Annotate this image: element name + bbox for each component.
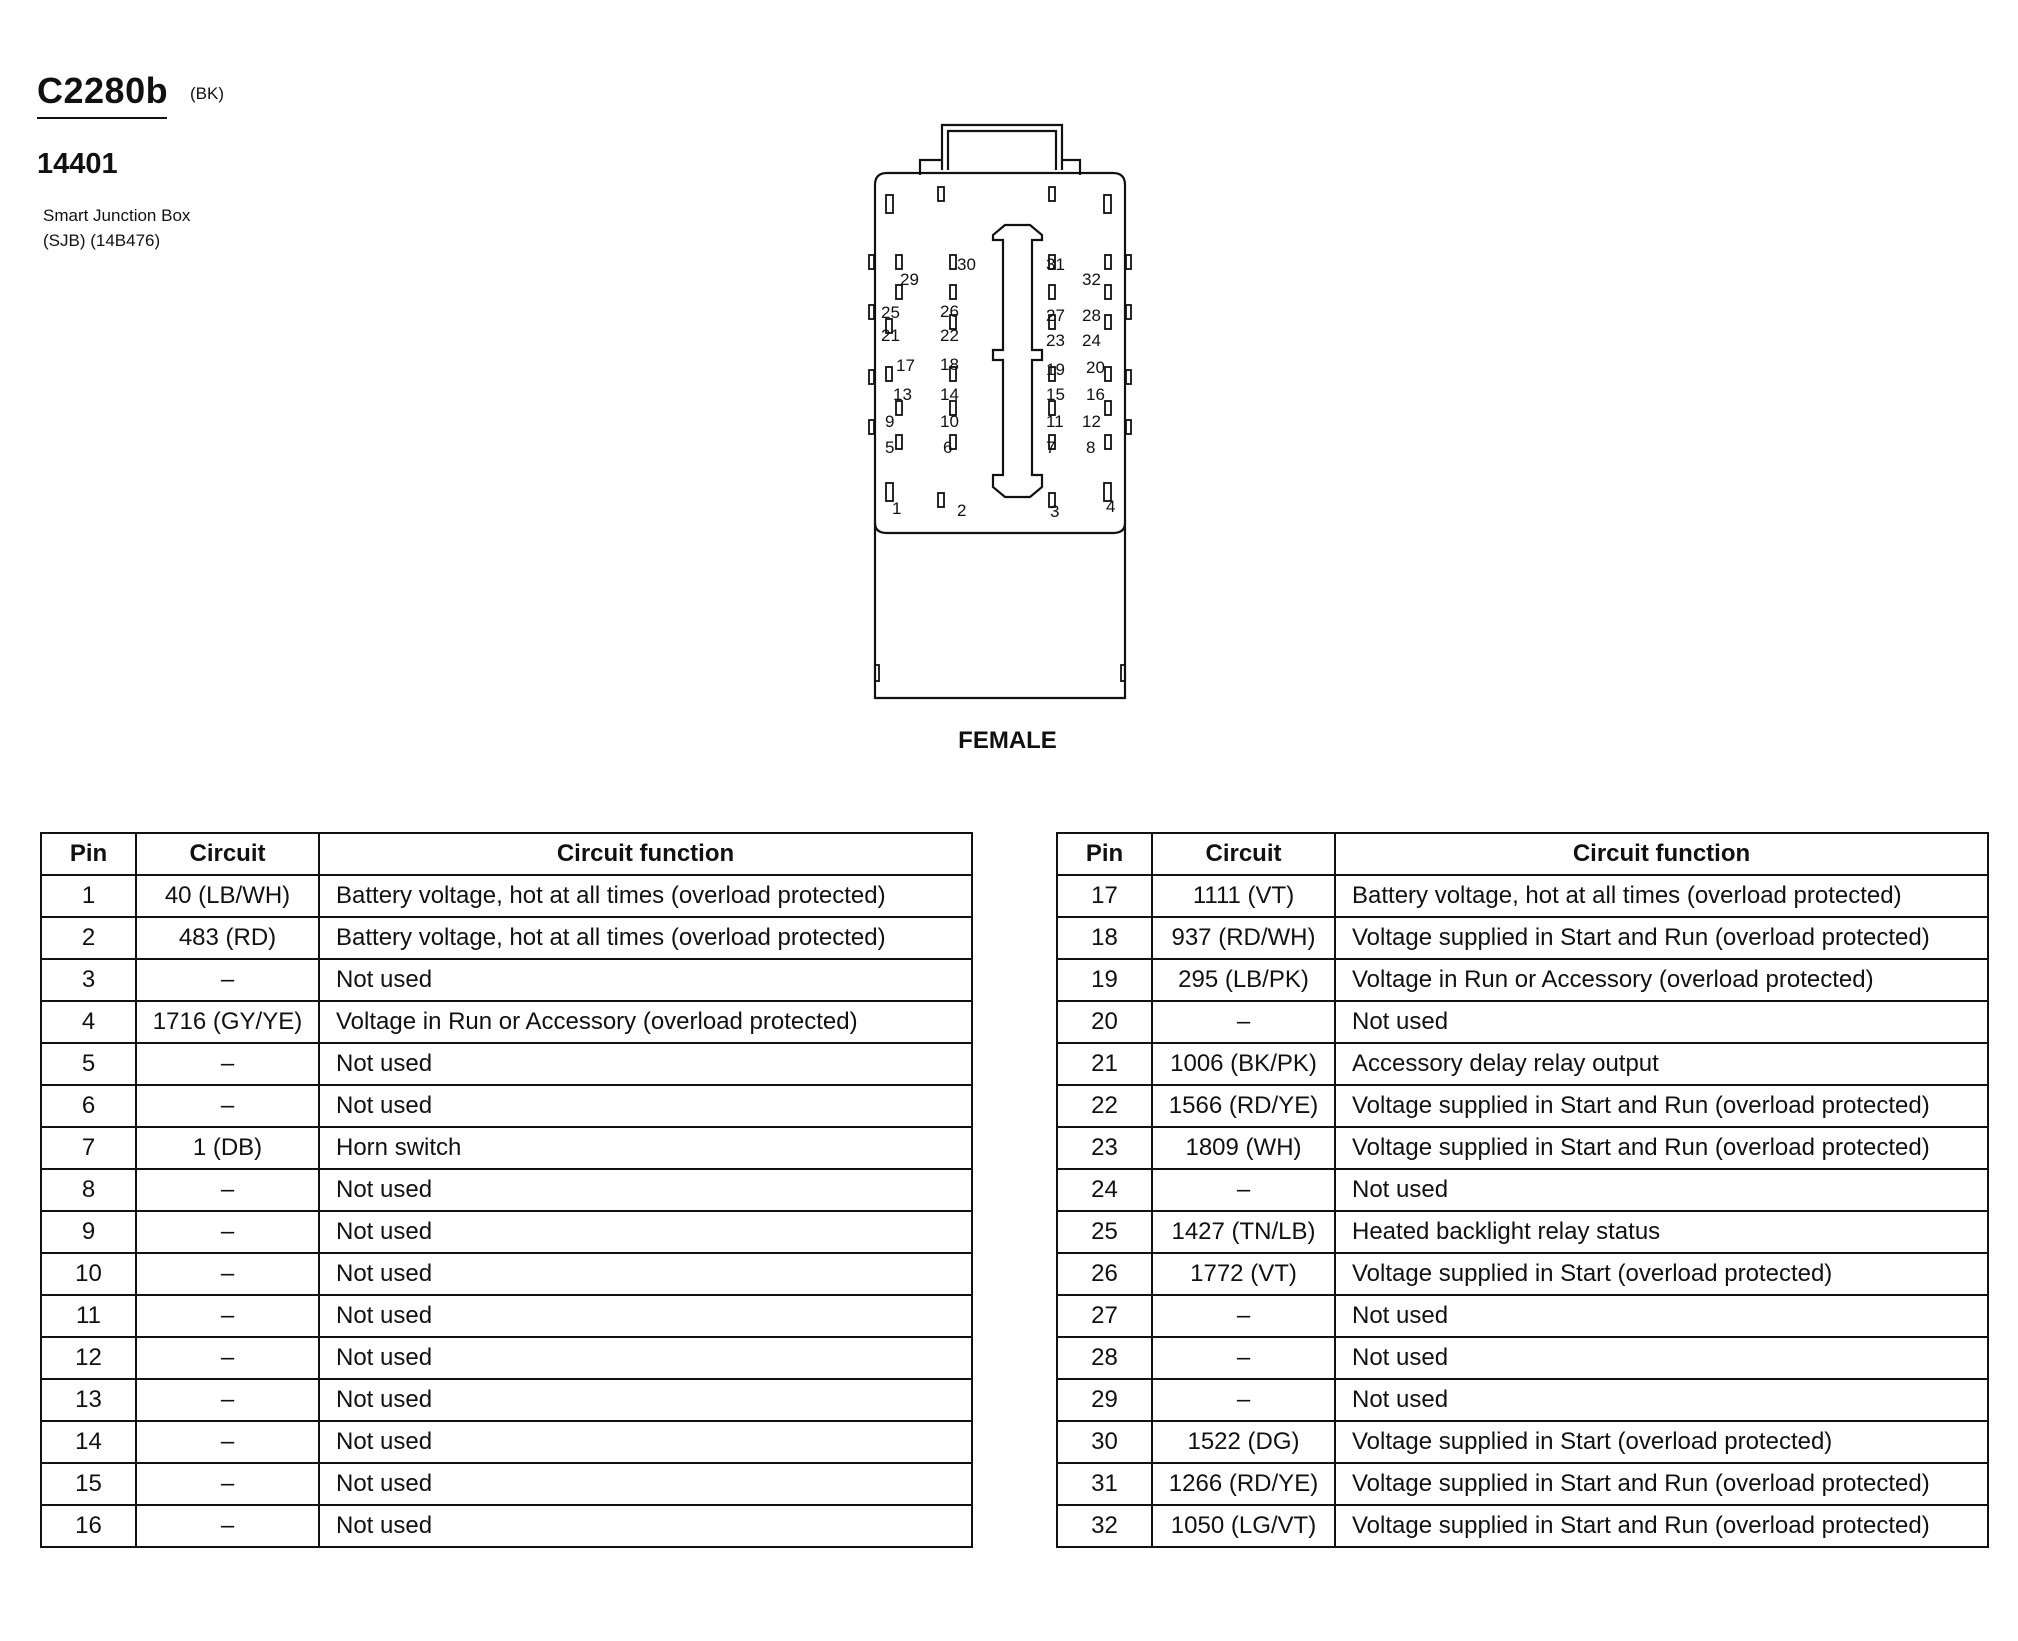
pin-label-25: 25 [881,303,900,322]
table-row [41,1001,972,1043]
title-underline [37,117,167,119]
circuit-cell: 1716 (GY/YE) [136,1001,319,1043]
table-row [1057,1169,1988,1211]
pin-cell: 6 [41,1085,136,1127]
function-cell: Not used [1335,1337,1988,1379]
function-cell: Not used [319,1295,972,1337]
circuit-cell: – [136,1043,319,1085]
function-cell: Not used [319,1169,972,1211]
pin-cell: 10 [41,1253,136,1295]
function-cell: Not used [319,1253,972,1295]
circuit-cell: 1809 (WH) [1152,1127,1335,1169]
pin-label-17: 17 [896,356,915,375]
pin-label-15: 15 [1046,385,1065,404]
pin-label-20: 20 [1086,358,1105,377]
connector-color: (BK) [190,84,224,103]
function-cell: Not used [1335,1295,1988,1337]
function-cell: Not used [319,1043,972,1085]
pin-label-26: 26 [940,302,959,321]
connector-gender-label: FEMALE [958,727,1057,754]
circuit-cell: 1522 (DG) [1152,1421,1335,1463]
pin-cell: 26 [1057,1253,1152,1295]
function-cell: Heated backlight relay status [1335,1211,1988,1253]
pin-cell: 12 [41,1337,136,1379]
table-row [41,1127,972,1169]
circuit-cell: – [136,1337,319,1379]
table-row [1057,1505,1988,1547]
pin-label-29: 29 [900,270,919,289]
function-cell: Not used [319,1085,972,1127]
pin-cell: 25 [1057,1211,1152,1253]
pin-cell: 11 [41,1295,136,1337]
function-cell: Battery voltage, hot at all times (overload protected) [319,875,972,917]
table-row [1057,959,1988,1001]
function-cell: Not used [319,1463,972,1505]
circuit-cell: – [136,1085,319,1127]
pin-cell: 3 [41,959,136,1001]
table-row [1057,1211,1988,1253]
pin-label-1: 1 [892,499,902,518]
table-row [1057,1421,1988,1463]
pin-cell: 16 [41,1505,136,1547]
function-cell: Not used [1335,1169,1988,1211]
table-row [1057,875,1988,917]
circuit-cell: 1566 (RD/YE) [1152,1085,1335,1127]
pin-cell: 8 [41,1169,136,1211]
pin-label-11: 11 [1046,412,1064,431]
function-cell: Not used [1335,1001,1988,1043]
function-cell: Not used [319,1211,972,1253]
pin-label-4: 4 [1106,497,1116,516]
pin-label-16: 16 [1086,385,1105,404]
pin-cell: 1 [41,875,136,917]
table-header-row [41,833,972,875]
circuit-cell: – [1152,1337,1335,1379]
pin-label-32: 32 [1082,270,1101,289]
circuit-cell: – [136,1169,319,1211]
circuit-cell: – [136,959,319,1001]
pin-cell: 5 [41,1043,136,1085]
pin-label-8: 8 [1086,438,1096,457]
function-cell: Not used [319,959,972,1001]
table-row [41,959,972,1001]
function-cell: Voltage supplied in Start and Run (overload protected) [1335,1505,1988,1547]
function-cell: Voltage supplied in Start (overload protected) [1335,1421,1988,1463]
pin-cell: 27 [1057,1295,1152,1337]
table-row [1057,1337,1988,1379]
pin-label-6: 6 [943,438,953,457]
function-cell: Horn switch [319,1127,972,1169]
table-row [41,1337,972,1379]
header-pin: Pin [1057,833,1152,875]
function-cell: Not used [319,1421,972,1463]
header-circuit: Circuit [136,833,319,875]
pin-cell: 31 [1057,1463,1152,1505]
circuit-cell: 1006 (BK/PK) [1152,1043,1335,1085]
pin-label-19: 19 [1046,360,1065,379]
function-cell: Voltage supplied in Start (overload protected) [1335,1253,1988,1295]
pin-label-28: 28 [1082,306,1101,325]
pinout-table-right [1056,832,1989,1548]
circuit-cell: 1 (DB) [136,1127,319,1169]
circuit-cell: 40 (LB/WH) [136,875,319,917]
pin-cell: 15 [41,1463,136,1505]
table-row [41,917,972,959]
pin-label-30: 30 [957,255,976,274]
circuit-cell: – [1152,1295,1335,1337]
body-divider [875,523,1125,533]
function-cell: Not used [319,1505,972,1547]
table-row [41,1379,972,1421]
table-row [1057,1127,1988,1169]
component-description [43,203,190,253]
function-cell: Voltage in Run or Accessory (overload protected) [319,1001,972,1043]
function-cell: Not used [1335,1379,1988,1421]
pin-label-9: 9 [885,412,895,431]
circuit-cell: – [1152,1169,1335,1211]
circuit-cell: 1050 (LG/VT) [1152,1505,1335,1547]
table-row [41,1505,972,1547]
connector-face-diagram [850,115,1150,715]
pin-label-22: 22 [940,326,959,345]
pin-cell: 7 [41,1127,136,1169]
table-row [41,1169,972,1211]
table-row [41,1043,972,1085]
pin-label-7: 7 [1046,438,1056,457]
pin-cell: 21 [1057,1043,1152,1085]
circuit-cell: 1266 (RD/YE) [1152,1463,1335,1505]
table-row [41,875,972,917]
function-cell: Voltage supplied in Start and Run (overload protected) [1335,917,1988,959]
table-row [1057,1085,1988,1127]
table-row [1057,1001,1988,1043]
table-row [41,1463,972,1505]
table-row [1057,1463,1988,1505]
pin-cell: 9 [41,1211,136,1253]
function-cell: Voltage supplied in Start and Run (overload protected) [1335,1127,1988,1169]
pin-cell: 20 [1057,1001,1152,1043]
circuit-cell: 937 (RD/WH) [1152,917,1335,959]
header-pin: Pin [41,833,136,875]
connector-id-title: C2280b [37,70,169,111]
circuit-cell: 295 (LB/PK) [1152,959,1335,1001]
function-cell: Battery voltage, hot at all times (overload protected) [1335,875,1988,917]
function-cell: Battery voltage, hot at all times (overload protected) [319,917,972,959]
pin-label-12: 12 [1082,412,1101,431]
pin-cell: 2 [41,917,136,959]
circuit-cell: – [1152,1001,1335,1043]
circuit-cell: 1111 (VT) [1152,875,1335,917]
description-line-1: Smart Junction Box [43,206,191,225]
pin-cell: 28 [1057,1337,1152,1379]
description-line-2: (SJB) (14B476) [43,231,161,250]
connector-key [993,225,1042,497]
function-cell: Not used [319,1337,972,1379]
pin-label-24: 24 [1082,331,1101,350]
table-row [1057,1253,1988,1295]
function-cell: Not used [319,1379,972,1421]
circuit-cell: – [136,1211,319,1253]
header-circuit-function: Circuit function [1335,833,1988,875]
function-cell: Voltage in Run or Accessory (overload protected) [1335,959,1988,1001]
circuit-cell: – [1152,1379,1335,1421]
circuit-cell: 483 (RD) [136,917,319,959]
circuit-cell: 1427 (TN/LB) [1152,1211,1335,1253]
part-number: 14401 [37,148,118,180]
connector-body [875,173,1125,698]
pin-cell: 13 [41,1379,136,1421]
pin-cell: 22 [1057,1085,1152,1127]
function-cell: Accessory delay relay output [1335,1043,1988,1085]
pin-label-13: 13 [893,385,912,404]
pin-label-21: 21 [881,326,900,345]
pin-label-3: 3 [1050,502,1060,521]
pin-cell: 17 [1057,875,1152,917]
table-row [1057,1295,1988,1337]
pin-cell: 30 [1057,1421,1152,1463]
pin-cell: 14 [41,1421,136,1463]
table-header-row [1057,833,1988,875]
pin-label-18: 18 [940,355,959,374]
circuit-cell: 1772 (VT) [1152,1253,1335,1295]
pinout-table-left [40,832,973,1548]
pin-label-31: 31 [1046,255,1065,274]
table-row [41,1085,972,1127]
pin-cell: 32 [1057,1505,1152,1547]
circuit-cell: – [136,1421,319,1463]
circuit-cell: – [136,1463,319,1505]
pin-cell: 23 [1057,1127,1152,1169]
circuit-cell: – [136,1505,319,1547]
table-row [41,1253,972,1295]
pin-label-10: 10 [940,412,959,431]
table-row [1057,1379,1988,1421]
pin-cell: 24 [1057,1169,1152,1211]
header-circuit-function: Circuit function [319,833,972,875]
pin-cell: 4 [41,1001,136,1043]
function-cell: Voltage supplied in Start and Run (overload protected) [1335,1463,1988,1505]
table-row [41,1295,972,1337]
pin-label-14: 14 [940,385,959,404]
circuit-cell: – [136,1379,319,1421]
pin-cell: 29 [1057,1379,1152,1421]
pin-label-27: 27 [1046,306,1065,325]
pin-label-2: 2 [957,501,967,520]
circuit-cell: – [136,1295,319,1337]
table-row [1057,1043,1988,1085]
table-row [1057,917,1988,959]
pin-label-5: 5 [885,438,895,457]
pin-label-23: 23 [1046,331,1065,350]
table-row [41,1211,972,1253]
table-row [41,1421,972,1463]
pin-cell: 18 [1057,917,1152,959]
function-cell: Voltage supplied in Start and Run (overload protected) [1335,1085,1988,1127]
pin-cell: 19 [1057,959,1152,1001]
header-circuit: Circuit [1152,833,1335,875]
circuit-cell: – [136,1253,319,1295]
